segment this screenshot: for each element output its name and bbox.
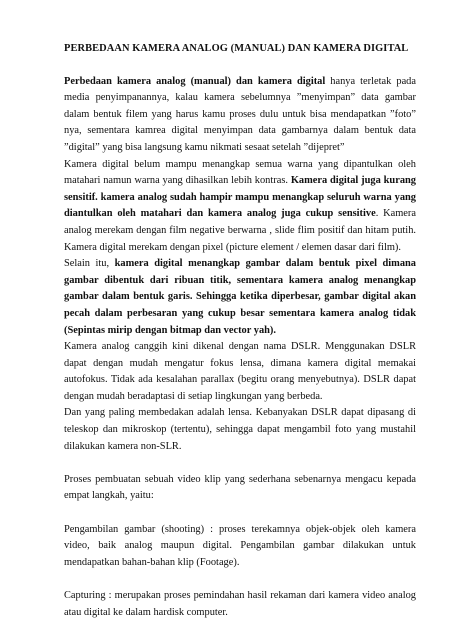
color-text-b: . Kamera analog merekam dengan film negative berwarna , slide flim positif dan hitam putih. Kamera digital merekam dengan pixel (picture element / elemen dasar dari film). xyxy=(64,208,416,253)
paragraph-intro xyxy=(64,74,416,157)
intro-bold: Perbedaan kamera analog (manual) dan kamera digital xyxy=(64,75,326,87)
spacer xyxy=(64,505,416,522)
document-title: PERBEDAAN KAMERA ANALOG (MANUAL) DAN KAMERA DIGITAL xyxy=(64,43,409,54)
spacer xyxy=(64,455,416,472)
paragraph-pixel xyxy=(64,256,416,339)
paragraph-dslr: Kamera analog canggih kini dikenal dengan nama DSLR. Menggunakan DSLR dapat dengan mudah mengatur fokus lensa, dimana kamera digital memakai autofokus. Tidak ada kesalahan parallax (begitu orang menyebutnya). DSLR dapat dengan mudah beradaptasi di setiap lingkungan yang berbeda. xyxy=(64,341,416,402)
pixel-bold: kamera digital menangkap gambar dalam bentuk pixel dimana gambar dibentuk dari ribuan titik, sementara kamera analog menangkap gambar dalam bentuk garis. Sehingga ketika diperbesar, gambar digital akan pecah dalam perbesaran yang cukup besar sementara kamera analog tidak (Sepintas mirip dengan bitmap dan vector yah). xyxy=(64,258,416,336)
intro-text: hanya terletak pada media penyimpanannya, kalau kamera sebelumnya ”menyimpan” data gambar dalam bentuk filem yang harus kamu proses dulu untuk bisa mendapatkan ”foto” nya, sementara kamrea digital menyimpan data gambarnya dalam bentuk data ”digital” yang bisa langsung kamu nikmati sesaat setelah ”dijepret” xyxy=(64,75,416,153)
pixel-text-a: Selain itu, xyxy=(64,258,115,270)
paragraph-process-intro: Proses pembuatan sebuah video klip yang sederhana sebenarnya mengacu kepada empat langkah, yaitu: xyxy=(64,473,416,502)
paragraph-capturing: Capturing : merupakan proses pemindahan hasil rekaman dari kamera video analog atau digital ke dalam hardisk computer. xyxy=(64,590,416,618)
color-text-a: Kamera digital belum mampu menangkap semua warna yang dipantulkan oleh matahari namun warna yang dihasilkan lebih kontras. xyxy=(64,158,416,187)
paragraph-color-sensitivity xyxy=(64,157,416,257)
color-bold: Kamera digital juga kurang sensitif. kamera analog sudah hampir mampu menangkap seluruh warna yang diantulkan oleh matahari dan kamera analog juga cukup sensitive xyxy=(64,175,416,220)
paragraph-lens: Dan yang paling membedakan adalah lensa. Kebanyakan DSLR dapat dipasang di teleskop dan mikroskop (tertentu), sehingga dapat mengambil foto yang mustahil dilakukan kamera non-SLR. xyxy=(64,407,416,452)
spacer xyxy=(64,571,416,588)
paragraph-shooting: Pengambilan gambar (shooting) : proses terekamnya objek-objek oleh kamera video, baik analog maupun digital. Pengambilan gambar dilakukan untuk mendapatkan bahan-bahan klip (Footage). xyxy=(64,523,416,568)
